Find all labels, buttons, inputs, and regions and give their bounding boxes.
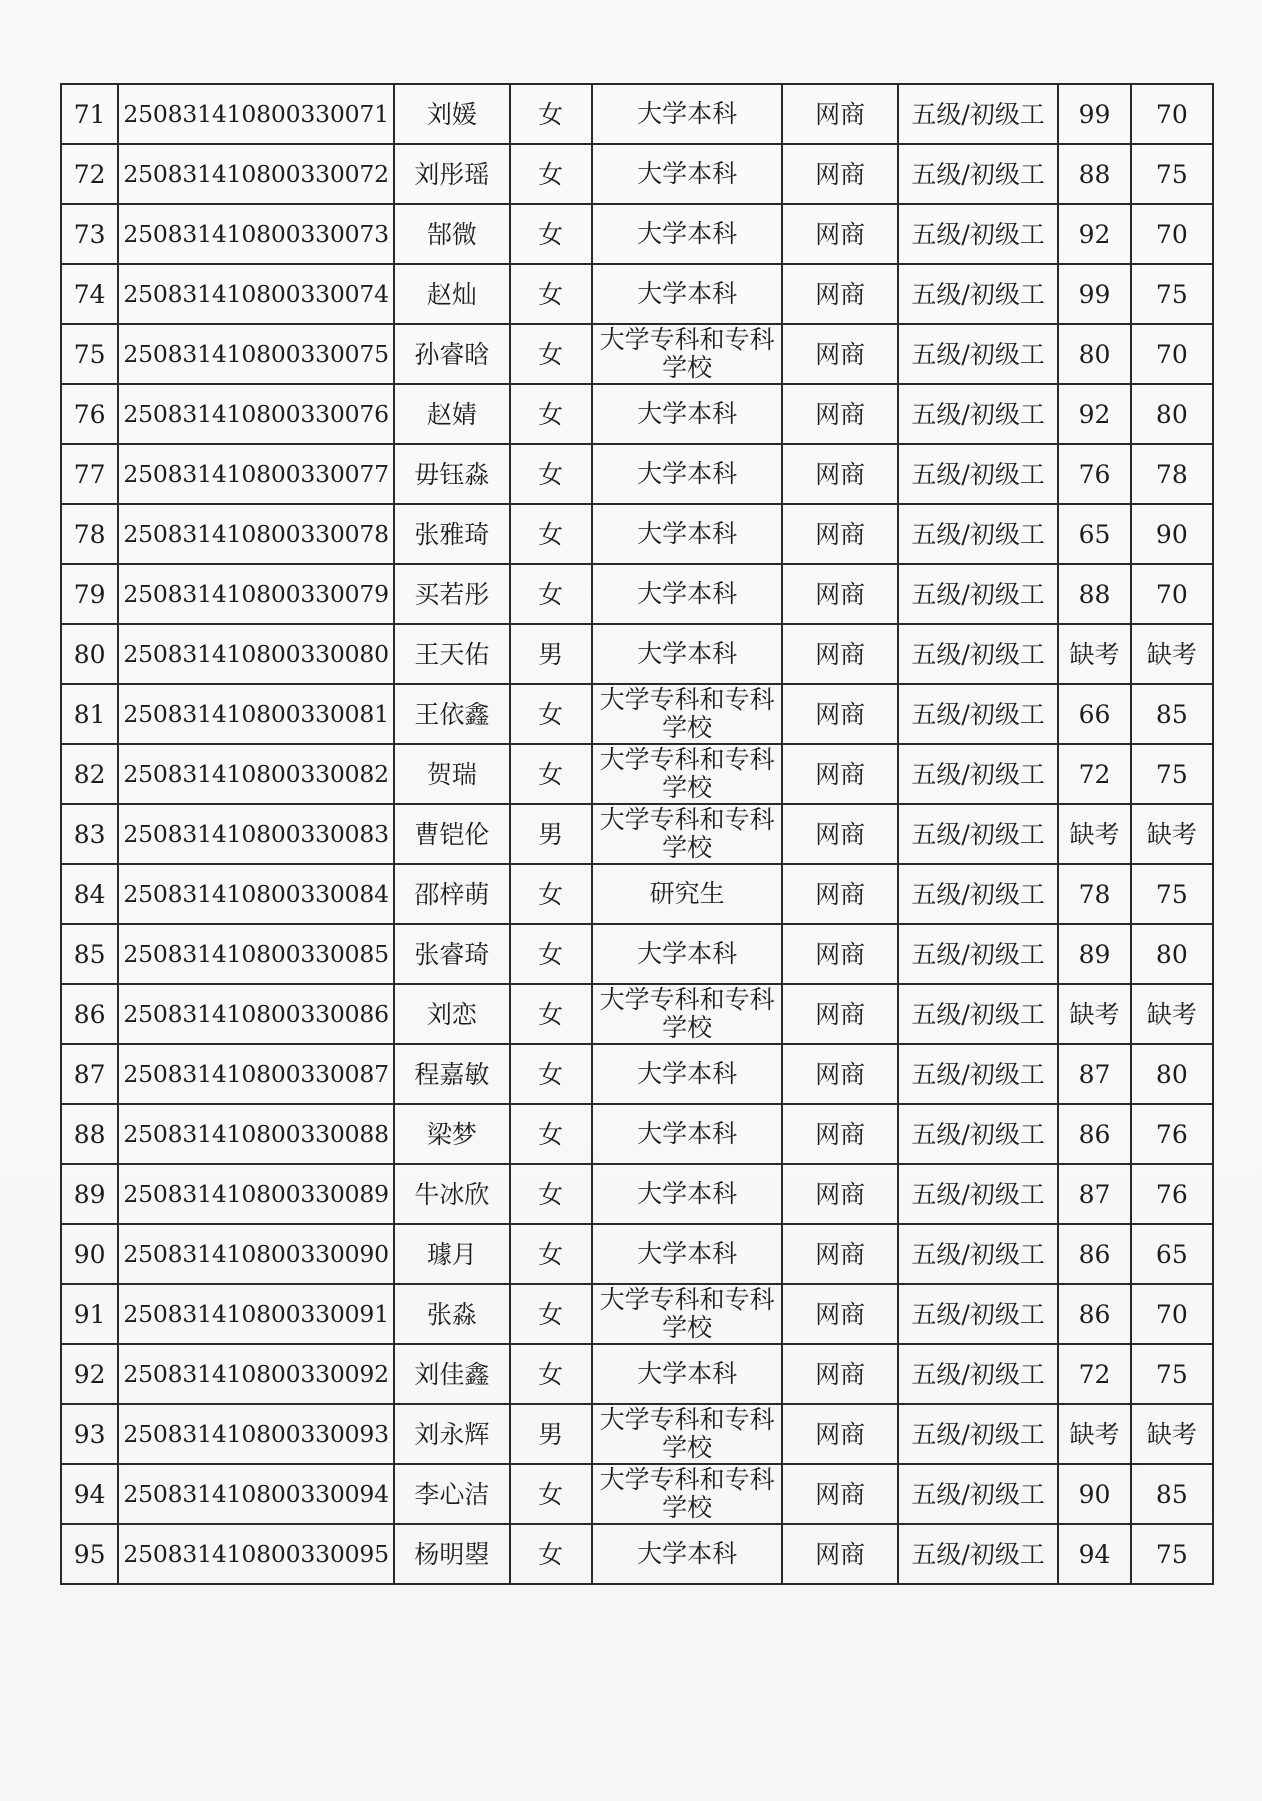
gender-cell: 女: [510, 1224, 592, 1284]
gender-cell: 女: [510, 444, 592, 504]
row-number-cell: 78: [61, 504, 118, 564]
skill-score-cell: 80: [1131, 924, 1213, 984]
theory-score-cell: 86: [1058, 1224, 1130, 1284]
level-cell: 五级/初级工: [898, 444, 1059, 504]
table-row: [61, 1524, 1213, 1584]
level-cell: 五级/初级工: [898, 264, 1059, 324]
level-cell: 五级/初级工: [898, 1104, 1059, 1164]
education-cell: 大学专科和专科学校: [592, 1464, 783, 1524]
level-cell: 五级/初级工: [898, 504, 1059, 564]
level-cell: 五级/初级工: [898, 384, 1059, 444]
education-cell: 大学本科: [592, 924, 783, 984]
skill-score-cell: 76: [1131, 1104, 1213, 1164]
name-cell: 张睿琦: [394, 924, 509, 984]
education-cell: 大学本科: [592, 264, 783, 324]
skill-score-cell: 75: [1131, 264, 1213, 324]
education-cell: 大学本科: [592, 624, 783, 684]
row-number-cell: 93: [61, 1404, 118, 1464]
name-cell: 贺瑞: [394, 744, 509, 804]
candidate-id-cell: 250831410800330095: [118, 1524, 394, 1584]
gender-cell: 女: [510, 384, 592, 444]
education-cell: 研究生: [592, 864, 783, 924]
occupation-cell: 网商: [782, 1104, 897, 1164]
name-cell: 张雅琦: [394, 504, 509, 564]
table-row: [61, 504, 1213, 564]
skill-score-cell: 80: [1131, 384, 1213, 444]
education-cell: 大学本科: [592, 1044, 783, 1104]
occupation-cell: 网商: [782, 924, 897, 984]
row-number-cell: 94: [61, 1464, 118, 1524]
level-cell: 五级/初级工: [898, 1524, 1059, 1584]
theory-score-cell: 66: [1058, 684, 1130, 744]
occupation-cell: 网商: [782, 1044, 897, 1104]
education-cell: 大学本科: [592, 1344, 783, 1404]
level-cell: 五级/初级工: [898, 144, 1059, 204]
occupation-cell: 网商: [782, 624, 897, 684]
level-cell: 五级/初级工: [898, 1224, 1059, 1284]
skill-score-cell: 75: [1131, 1524, 1213, 1584]
table-row: [61, 1104, 1213, 1164]
gender-cell: 女: [510, 144, 592, 204]
gender-cell: 女: [510, 1524, 592, 1584]
gender-cell: 男: [510, 1404, 592, 1464]
skill-score-cell: 76: [1131, 1164, 1213, 1224]
gender-cell: 女: [510, 504, 592, 564]
name-cell: 郜微: [394, 204, 509, 264]
occupation-cell: 网商: [782, 1164, 897, 1224]
theory-score-cell: 86: [1058, 1284, 1130, 1344]
table-row: [61, 144, 1213, 204]
theory-score-cell: 缺考: [1058, 624, 1130, 684]
name-cell: 璩月: [394, 1224, 509, 1284]
results-table: [60, 83, 1214, 1585]
occupation-cell: 网商: [782, 384, 897, 444]
skill-score-cell: 缺考: [1131, 984, 1213, 1044]
occupation-cell: 网商: [782, 204, 897, 264]
gender-cell: 女: [510, 1164, 592, 1224]
candidate-id-cell: 250831410800330091: [118, 1284, 394, 1344]
theory-score-cell: 87: [1058, 1044, 1130, 1104]
skill-score-cell: 70: [1131, 564, 1213, 624]
name-cell: 刘媛: [394, 84, 509, 144]
candidate-id-cell: 250831410800330092: [118, 1344, 394, 1404]
gender-cell: 女: [510, 924, 592, 984]
gender-cell: 女: [510, 264, 592, 324]
occupation-cell: 网商: [782, 864, 897, 924]
theory-score-cell: 缺考: [1058, 984, 1130, 1044]
name-cell: 李心洁: [394, 1464, 509, 1524]
theory-score-cell: 99: [1058, 264, 1130, 324]
row-number-cell: 75: [61, 324, 118, 384]
candidate-id-cell: 250831410800330076: [118, 384, 394, 444]
occupation-cell: 网商: [782, 1524, 897, 1584]
theory-score-cell: 89: [1058, 924, 1130, 984]
table-row: [61, 264, 1213, 324]
row-number-cell: 84: [61, 864, 118, 924]
name-cell: 赵婧: [394, 384, 509, 444]
row-number-cell: 95: [61, 1524, 118, 1584]
education-cell: 大学专科和专科学校: [592, 684, 783, 744]
theory-score-cell: 缺考: [1058, 804, 1130, 864]
table-row: [61, 864, 1213, 924]
occupation-cell: 网商: [782, 1404, 897, 1464]
education-cell: 大学本科: [592, 564, 783, 624]
row-number-cell: 77: [61, 444, 118, 504]
level-cell: 五级/初级工: [898, 1164, 1059, 1224]
education-cell: 大学本科: [592, 384, 783, 444]
skill-score-cell: 65: [1131, 1224, 1213, 1284]
occupation-cell: 网商: [782, 1224, 897, 1284]
theory-score-cell: 94: [1058, 1524, 1130, 1584]
row-number-cell: 71: [61, 84, 118, 144]
row-number-cell: 80: [61, 624, 118, 684]
row-number-cell: 87: [61, 1044, 118, 1104]
gender-cell: 男: [510, 624, 592, 684]
candidate-id-cell: 250831410800330088: [118, 1104, 394, 1164]
occupation-cell: 网商: [782, 264, 897, 324]
row-number-cell: 91: [61, 1284, 118, 1344]
name-cell: 毋钰淼: [394, 444, 509, 504]
skill-score-cell: 70: [1131, 204, 1213, 264]
skill-score-cell: 缺考: [1131, 1404, 1213, 1464]
candidate-id-cell: 250831410800330083: [118, 804, 394, 864]
name-cell: 王依鑫: [394, 684, 509, 744]
gender-cell: 女: [510, 1104, 592, 1164]
skill-score-cell: 70: [1131, 84, 1213, 144]
table-row: [61, 564, 1213, 624]
gender-cell: 女: [510, 1044, 592, 1104]
row-number-cell: 92: [61, 1344, 118, 1404]
row-number-cell: 89: [61, 1164, 118, 1224]
table-row: [61, 624, 1213, 684]
theory-score-cell: 88: [1058, 564, 1130, 624]
gender-cell: 男: [510, 804, 592, 864]
candidate-id-cell: 250831410800330093: [118, 1404, 394, 1464]
occupation-cell: 网商: [782, 684, 897, 744]
name-cell: 孙睿晗: [394, 324, 509, 384]
theory-score-cell: 88: [1058, 144, 1130, 204]
level-cell: 五级/初级工: [898, 744, 1059, 804]
theory-score-cell: 80: [1058, 324, 1130, 384]
candidate-id-cell: 250831410800330082: [118, 744, 394, 804]
education-cell: 大学本科: [592, 1524, 783, 1584]
table-row: [61, 984, 1213, 1044]
candidate-id-cell: 250831410800330081: [118, 684, 394, 744]
level-cell: 五级/初级工: [898, 924, 1059, 984]
candidate-id-cell: 250831410800330079: [118, 564, 394, 624]
candidate-id-cell: 250831410800330075: [118, 324, 394, 384]
gender-cell: 女: [510, 744, 592, 804]
level-cell: 五级/初级工: [898, 1404, 1059, 1464]
level-cell: 五级/初级工: [898, 84, 1059, 144]
row-number-cell: 81: [61, 684, 118, 744]
row-number-cell: 88: [61, 1104, 118, 1164]
theory-score-cell: 92: [1058, 204, 1130, 264]
level-cell: 五级/初级工: [898, 1344, 1059, 1404]
table-row: [61, 804, 1213, 864]
candidate-id-cell: 250831410800330084: [118, 864, 394, 924]
table-row: [61, 1464, 1213, 1524]
skill-score-cell: 缺考: [1131, 624, 1213, 684]
gender-cell: 女: [510, 864, 592, 924]
occupation-cell: 网商: [782, 1464, 897, 1524]
theory-score-cell: 78: [1058, 864, 1130, 924]
skill-score-cell: 70: [1131, 1284, 1213, 1344]
skill-score-cell: 缺考: [1131, 804, 1213, 864]
gender-cell: 女: [510, 564, 592, 624]
gender-cell: 女: [510, 204, 592, 264]
theory-score-cell: 86: [1058, 1104, 1130, 1164]
table-row: [61, 84, 1213, 144]
education-cell: 大学本科: [592, 1224, 783, 1284]
table-row: [61, 1164, 1213, 1224]
education-cell: 大学本科: [592, 84, 783, 144]
education-cell: 大学专科和专科学校: [592, 1284, 783, 1344]
education-cell: 大学本科: [592, 504, 783, 564]
theory-score-cell: 缺考: [1058, 1404, 1130, 1464]
candidate-id-cell: 250831410800330087: [118, 1044, 394, 1104]
occupation-cell: 网商: [782, 984, 897, 1044]
table-row: [61, 324, 1213, 384]
name-cell: 邵梓萌: [394, 864, 509, 924]
table-row: [61, 924, 1213, 984]
name-cell: 刘佳鑫: [394, 1344, 509, 1404]
level-cell: 五级/初级工: [898, 624, 1059, 684]
gender-cell: 女: [510, 1284, 592, 1344]
theory-score-cell: 72: [1058, 1344, 1130, 1404]
name-cell: 赵灿: [394, 264, 509, 324]
table-row: [61, 384, 1213, 444]
row-number-cell: 76: [61, 384, 118, 444]
candidate-id-cell: 250831410800330086: [118, 984, 394, 1044]
theory-score-cell: 76: [1058, 444, 1130, 504]
education-cell: 大学专科和专科学校: [592, 1404, 783, 1464]
occupation-cell: 网商: [782, 84, 897, 144]
level-cell: 五级/初级工: [898, 324, 1059, 384]
education-cell: 大学专科和专科学校: [592, 984, 783, 1044]
theory-score-cell: 90: [1058, 1464, 1130, 1524]
skill-score-cell: 85: [1131, 684, 1213, 744]
table-row: [61, 1224, 1213, 1284]
education-cell: 大学本科: [592, 1104, 783, 1164]
candidate-id-cell: 250831410800330077: [118, 444, 394, 504]
skill-score-cell: 75: [1131, 744, 1213, 804]
name-cell: 牛冰欣: [394, 1164, 509, 1224]
name-cell: 程嘉敏: [394, 1044, 509, 1104]
table-row: [61, 1044, 1213, 1104]
occupation-cell: 网商: [782, 144, 897, 204]
table-row: [61, 444, 1213, 504]
candidate-id-cell: 250831410800330080: [118, 624, 394, 684]
skill-score-cell: 75: [1131, 1344, 1213, 1404]
education-cell: 大学本科: [592, 144, 783, 204]
name-cell: 王天佑: [394, 624, 509, 684]
occupation-cell: 网商: [782, 444, 897, 504]
theory-score-cell: 99: [1058, 84, 1130, 144]
theory-score-cell: 87: [1058, 1164, 1130, 1224]
skill-score-cell: 70: [1131, 324, 1213, 384]
level-cell: 五级/初级工: [898, 204, 1059, 264]
occupation-cell: 网商: [782, 564, 897, 624]
theory-score-cell: 92: [1058, 384, 1130, 444]
gender-cell: 女: [510, 1344, 592, 1404]
skill-score-cell: 90: [1131, 504, 1213, 564]
table-row: [61, 1344, 1213, 1404]
level-cell: 五级/初级工: [898, 1044, 1059, 1104]
row-number-cell: 74: [61, 264, 118, 324]
theory-score-cell: 72: [1058, 744, 1130, 804]
skill-score-cell: 85: [1131, 1464, 1213, 1524]
education-cell: 大学专科和专科学校: [592, 324, 783, 384]
candidate-id-cell: 250831410800330071: [118, 84, 394, 144]
theory-score-cell: 65: [1058, 504, 1130, 564]
table-row: [61, 744, 1213, 804]
candidate-id-cell: 250831410800330094: [118, 1464, 394, 1524]
name-cell: 杨明曌: [394, 1524, 509, 1584]
row-number-cell: 72: [61, 144, 118, 204]
name-cell: 曹铠伦: [394, 804, 509, 864]
gender-cell: 女: [510, 984, 592, 1044]
name-cell: 刘永辉: [394, 1404, 509, 1464]
table-row: [61, 1404, 1213, 1464]
education-cell: 大学本科: [592, 1164, 783, 1224]
row-number-cell: 86: [61, 984, 118, 1044]
table-row: [61, 204, 1213, 264]
gender-cell: 女: [510, 324, 592, 384]
name-cell: 刘彤瑶: [394, 144, 509, 204]
skill-score-cell: 75: [1131, 144, 1213, 204]
occupation-cell: 网商: [782, 744, 897, 804]
row-number-cell: 79: [61, 564, 118, 624]
table-row: [61, 684, 1213, 744]
row-number-cell: 85: [61, 924, 118, 984]
occupation-cell: 网商: [782, 804, 897, 864]
name-cell: 买若彤: [394, 564, 509, 624]
level-cell: 五级/初级工: [898, 804, 1059, 864]
candidate-id-cell: 250831410800330089: [118, 1164, 394, 1224]
candidate-id-cell: 250831410800330085: [118, 924, 394, 984]
name-cell: 张淼: [394, 1284, 509, 1344]
occupation-cell: 网商: [782, 504, 897, 564]
level-cell: 五级/初级工: [898, 564, 1059, 624]
row-number-cell: 83: [61, 804, 118, 864]
education-cell: 大学专科和专科学校: [592, 804, 783, 864]
table-body: [61, 84, 1213, 1584]
education-cell: 大学本科: [592, 204, 783, 264]
gender-cell: 女: [510, 1464, 592, 1524]
candidate-id-cell: 250831410800330072: [118, 144, 394, 204]
row-number-cell: 90: [61, 1224, 118, 1284]
education-cell: 大学本科: [592, 444, 783, 504]
education-cell: 大学专科和专科学校: [592, 744, 783, 804]
level-cell: 五级/初级工: [898, 684, 1059, 744]
candidate-id-cell: 250831410800330078: [118, 504, 394, 564]
occupation-cell: 网商: [782, 1284, 897, 1344]
occupation-cell: 网商: [782, 1344, 897, 1404]
table-row: [61, 1284, 1213, 1344]
row-number-cell: 82: [61, 744, 118, 804]
candidate-id-cell: 250831410800330090: [118, 1224, 394, 1284]
level-cell: 五级/初级工: [898, 864, 1059, 924]
skill-score-cell: 80: [1131, 1044, 1213, 1104]
row-number-cell: 73: [61, 204, 118, 264]
candidate-id-cell: 250831410800330073: [118, 204, 394, 264]
skill-score-cell: 78: [1131, 444, 1213, 504]
level-cell: 五级/初级工: [898, 1464, 1059, 1524]
level-cell: 五级/初级工: [898, 984, 1059, 1044]
name-cell: 梁梦: [394, 1104, 509, 1164]
candidate-id-cell: 250831410800330074: [118, 264, 394, 324]
level-cell: 五级/初级工: [898, 1284, 1059, 1344]
skill-score-cell: 75: [1131, 864, 1213, 924]
name-cell: 刘恋: [394, 984, 509, 1044]
gender-cell: 女: [510, 84, 592, 144]
occupation-cell: 网商: [782, 324, 897, 384]
gender-cell: 女: [510, 684, 592, 744]
